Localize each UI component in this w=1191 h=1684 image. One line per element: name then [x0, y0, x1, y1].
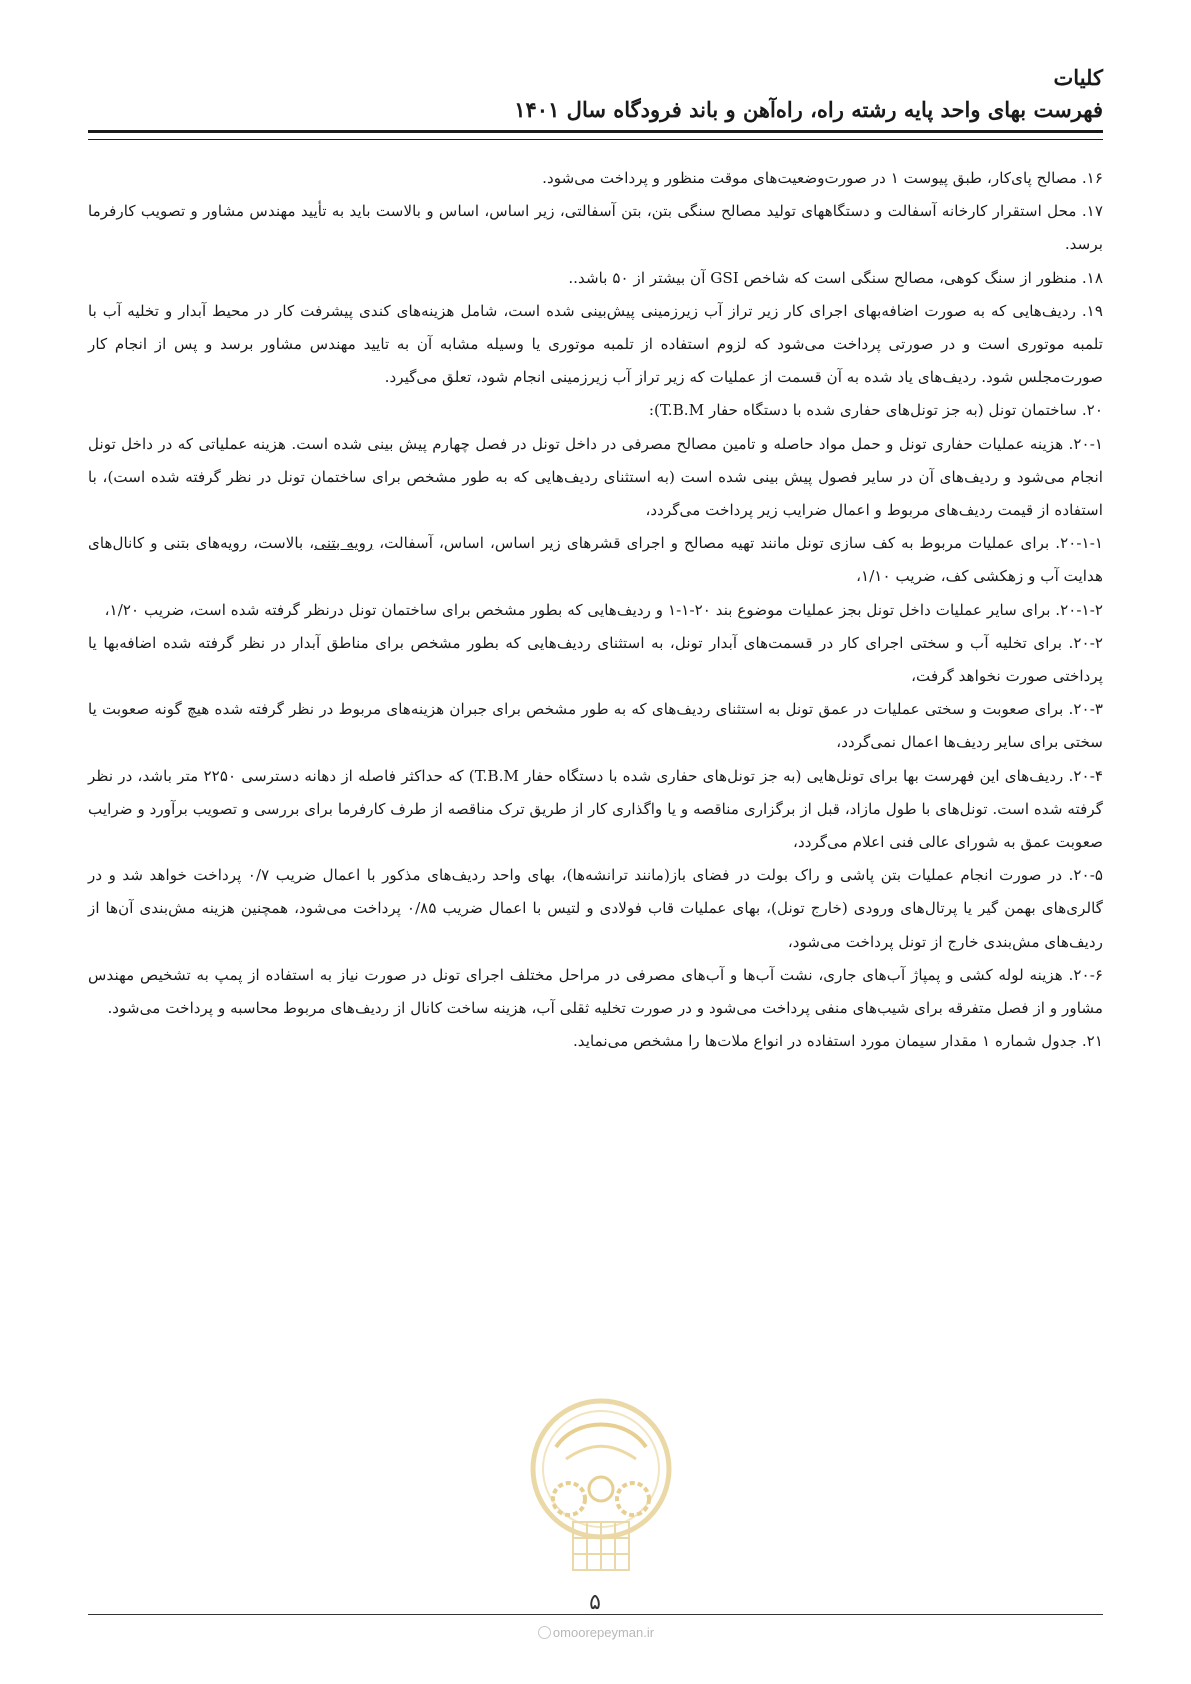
- document-body: [88, 162, 1103, 1058]
- document-title: فهرست بهای واحد پایه رشته راه، راه‌آهن و باند فرودگاه سال ۱۴۰۱: [514, 97, 1103, 122]
- paragraph-20-1-2: ۲۰-۱-۲. برای سایر عملیات داخل تونل بجز عملیات موضوع بند ۲۰-۱-۱ و ردیف‌هایی که بطور مشخص برای ساختمان تونل درنظر گرفته شده است، ضریب ۱/۲۰،: [104, 600, 1103, 619]
- footer-divider: [88, 1614, 1103, 1615]
- paragraph-21: ۲۱. جدول شماره ۱ مقدار سیمان مورد استفاده در انواع ملات‌ها را مشخص می‌نماید.: [572, 1032, 1103, 1051]
- paragraph-20-3: ۲۰-۳. برای صعوبت و سختی عملیات در عمق تونل به استثنای ردیف‌های که به طور مشخص برای جبران هزینه‌های مربوط در نظر گرفته شده هیچ گونه صعوبت یا سختی برای سایر ردیف‌ها اعمال نمی‌گردد،: [88, 700, 1103, 752]
- underlined-term: رویه بتنی: [314, 534, 374, 553]
- page-header: [88, 62, 1103, 126]
- paragraph-18: ۱۸. منظور از سنگ کوهی، مصالح سنگی است که شاخص GSI آن بیشتر از ۵۰ باشد..: [568, 268, 1103, 287]
- paragraph-20-4: ۲۰-۴. ردیف‌های این فهرست بها برای تونل‌هایی (به جز تونل‌های حفاری شده با دستگاه حفار T.B.M) که حداکثر فاصله از دهانه دسترسی ۲۲۵۰ متر باشد، در نظر گرفته شده است. تونل‌های با طول مازاد، قبل از برگزاری مناقصه و یا واگذاری کار از طریق ترک مناقصه از طرف کارفرما برای بررسی و تصویب برآورد و ضرایب صعوبت عمق به شورای عالی فنی اعلام می‌گردد،: [88, 766, 1103, 852]
- paragraph-20-2: ۲۰-۲. برای تخلیه آب و سختی اجرای کار در قسمت‌های آبدار تونل، به استثنای ردیف‌هایی که بطور مشخص برای مناطق آبدار در نظر گرفته شده اضافه‌بها یا پرداختی صورت نخواهد گرفت،: [88, 633, 1103, 686]
- paragraph-20-1-1: [88, 527, 1103, 593]
- paragraph-16: ۱۶. مصالح پای‌کار، طبق پیوست ۱ در صورت‌وضعیت‌های موقت منظور و پرداخت می‌شود.: [542, 169, 1103, 187]
- section-title: کلیات: [1053, 65, 1103, 90]
- header-divider: [88, 130, 1103, 140]
- paragraph-20-1-1-end: ، بالاست، رویه‌های بتنی و کانال‌های هدایت آب و زهکشی کف، ضریب ۱/۱۰،: [88, 534, 1103, 586]
- page-number: ۵: [589, 1590, 601, 1615]
- paragraph-20: ۲۰. ساختمان تونل (به جز تونل‌های حفاری شده با دستگاه حفار T.B.M):: [648, 401, 1103, 420]
- paragraph-20-6: ۲۰-۶. هزینه لوله کشی و پمپاژ آب‌های جاری، نشت آب‌ها و آب‌های مصرفی در مراحل مختلف اجرای تونل در صورت نیاز به استفاده از پمپ به تشخیص مهندس مشاور و از فصل متفرقه برای شیب‌های منفی پرداخت می‌شود و در صورت تخلیه ثقلی آب، هزینه ساخت کانال از ردیف‌های مربوط محاسبه و پرداخت می‌شود.: [88, 965, 1103, 1018]
- paragraph-20-1: ۲۰-۱. هزینه عملیات حفاری تونل و حمل مواد حاصله و تامین مصالح مصرفی در داخل تونل در فصل چهارم پیش بینی شده است. هزینه عملیاتی که در داخل تونل انجام می‌شود و ردیف‌های آن در سایر فصول پیش بینی شده است (به استثنای ردیف‌هایی که به طور مشخص برای ساختمان تونل در نظر گرفته شده است)، با استفاده از قیمت ردیف‌های مربوط و اعمال ضرایب زیر پرداخت می‌گردد،: [88, 434, 1103, 520]
- paragraph-19: ۱۹. ردیف‌هایی که به صورت اضافه‌بهای اجرای کار زیر تراز آب زیرزمینی پیش‌بینی شده است، شامل هزینه‌های کندی پیشرفت کار در محیط آبدار و تخلیه آب با تلمبه موتوری است و در صورتی پرداخت می‌شود که لزوم استفاده از تلمبه موتوری یا وسیله مشابه آن به تایید مهندس مشاور برسد و پس از انجام کار صورت‌مجلس شود. ردیف‌های یاد شده به آن قسمت از عملیات که زیر تراز آب زیرزمینی انجام شود، تعلق می‌گیرد.: [88, 301, 1103, 387]
- at-icon: [538, 1626, 551, 1639]
- paragraph-17: ۱۷. محل استقرار کارخانه آسفالت و دستگاههای تولید مصالح سنگی بتن، بتن آسفالتی، زیر اساس، اساس و بالاست باید به تأیید مهندس مشاور و تصویب کارفرما برسد.: [88, 202, 1103, 254]
- paragraph-20-1-1-start: ۲۰-۱-۱. برای عملیات مربوط به کف سازی تونل مانند تهیه مصالح و اجرای قشرهای زیر اساس، اساس، آسفالت،: [373, 534, 1103, 553]
- site-url: [496, 1625, 696, 1640]
- watermark-logo: [511, 1387, 691, 1597]
- site-url-text: omoorepeyman.ir: [552, 1625, 655, 1640]
- paragraph-20-5: ۲۰-۵. در صورت انجام عملیات بتن پاشی و راک بولت در فضای باز(مانند ترانشه‌ها)، بهای واحد ردیف‌های مذکور با اعمال ضریب ۰/۷ پرداخت خواهد شد و در گالری‌های بهمن گیر یا پرتال‌های ورودی (خارج تونل)، بهای عملیات قاب فولادی و لتیس با اعمال ضریب ۰/۸۵ پرداخت می‌شود، همچنین هزینه مش‌بندی آن‌ها از ردیف‌های مش‌بندی خارج از تونل پرداخت می‌شود،: [88, 866, 1103, 951]
